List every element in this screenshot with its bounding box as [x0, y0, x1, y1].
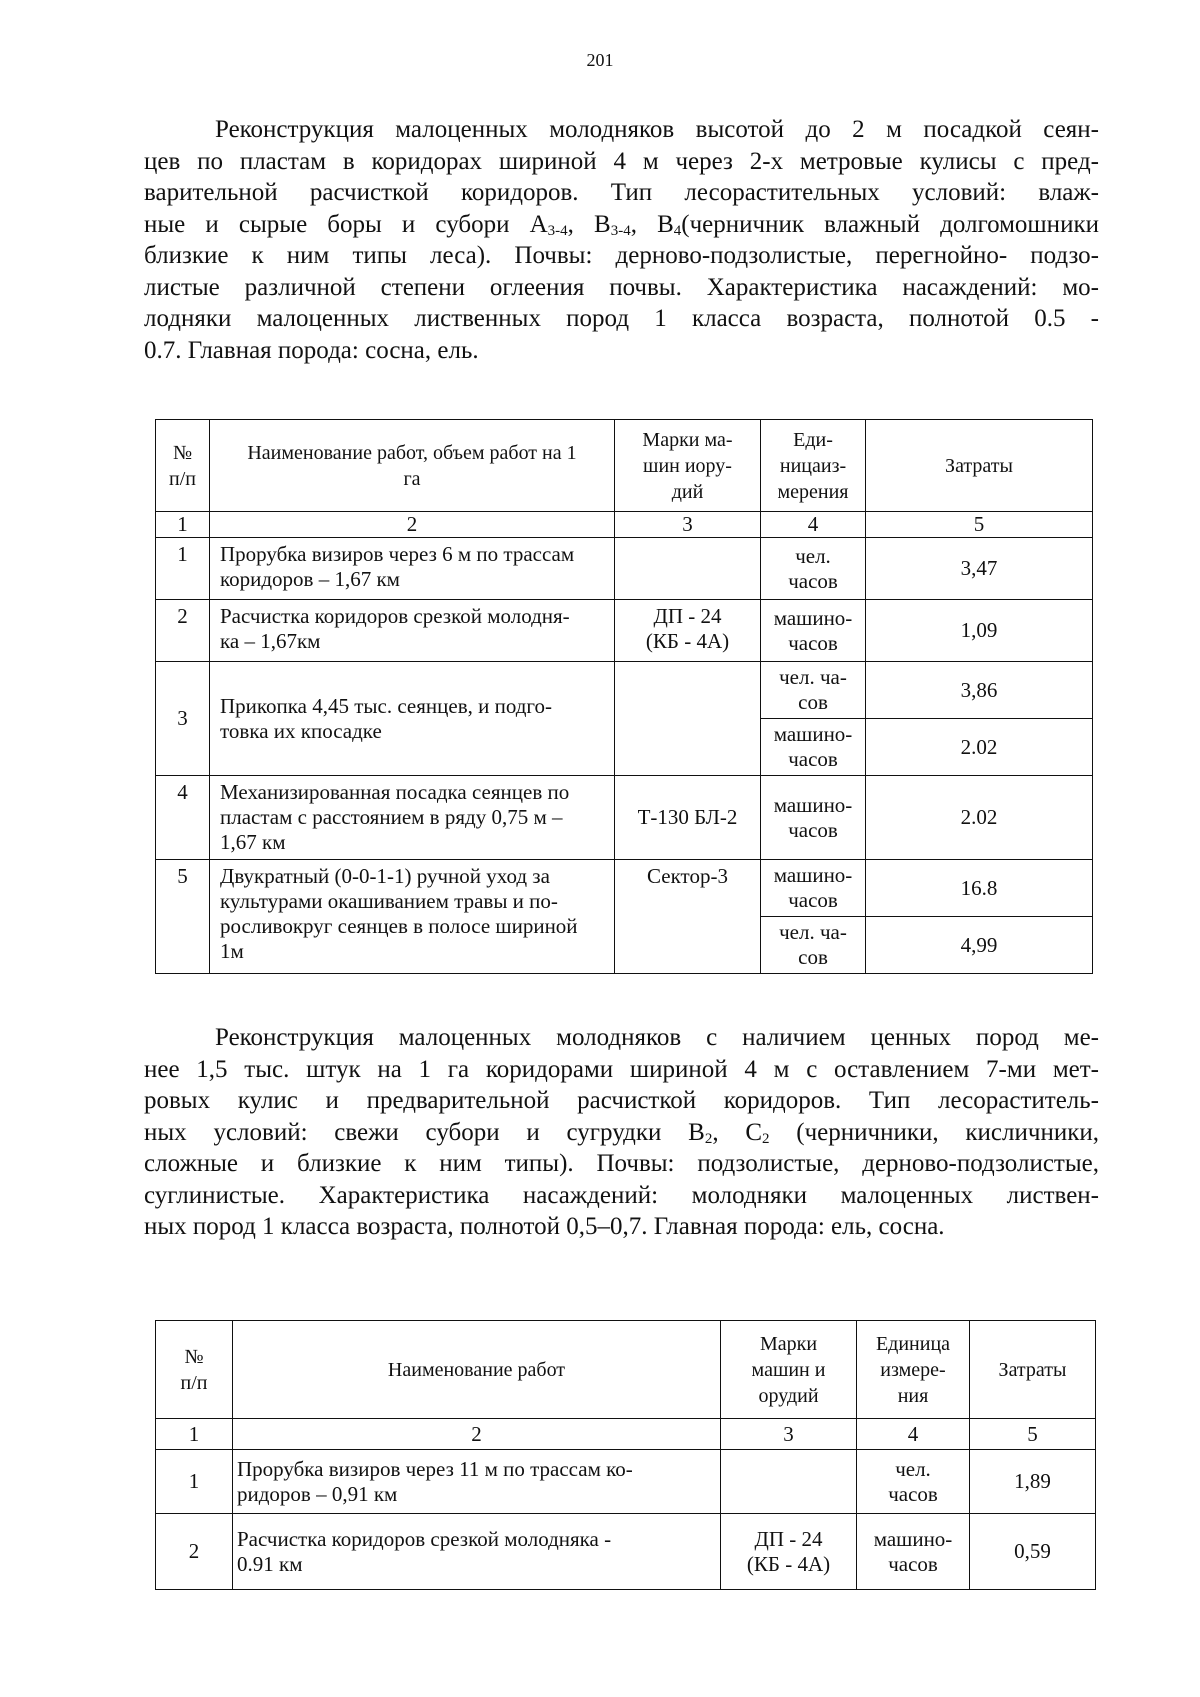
row-machine	[615, 538, 761, 600]
row-num: 2	[156, 600, 210, 662]
header-unit: Единица измере- ния	[857, 1321, 970, 1419]
row-machine: Т-130 БЛ-2	[615, 776, 761, 860]
column-number-row	[156, 1419, 1096, 1450]
paragraph-reconstruction-1	[144, 114, 1099, 366]
col-number: 3	[615, 512, 761, 538]
row-cost: 0,59	[970, 1514, 1096, 1590]
row-unit: чел. часов	[857, 1450, 970, 1514]
row-cost: 4,99	[866, 917, 1093, 974]
row-unit: машино- часов	[761, 860, 866, 917]
col-number: 1	[156, 1419, 233, 1450]
row-cost: 1,89	[970, 1450, 1096, 1514]
table-header-row	[156, 1321, 1096, 1419]
text-line: цев по пластам в коридорах шириной 4 м через 2-х метровые кулисы с пред-	[144, 147, 1099, 175]
text-line: Реконструкция малоценных молодняков высотой до 2 м посадкой сеян-	[215, 116, 1099, 143]
row-machine	[721, 1450, 857, 1514]
row-name: Механизированная посадка сеянцев по пластам с расстоянием в ряду 0,75 м – 1,67 км	[210, 776, 615, 860]
col-number: 3	[721, 1419, 857, 1450]
row-name: Расчистка коридоров срезкой молодня- ка – 1,67км	[210, 600, 615, 662]
row-name: Расчистка коридоров срезкой молодняка - 0.91 км	[233, 1514, 721, 1590]
col-number: 5	[970, 1419, 1096, 1450]
row-cost: 2.02	[866, 719, 1093, 776]
text-line: сложные и близкие к ним типы). Почвы: подзолистые, дерново-подзолистые,	[144, 1150, 1099, 1177]
row-machine	[615, 662, 761, 776]
row-num: 2	[156, 1514, 233, 1590]
header-name: Наименование работ, объем работ на 1 га	[210, 420, 615, 512]
header-num: № п/п	[156, 420, 210, 512]
header-name: Наименование работ	[233, 1321, 721, 1419]
header-cost: Затраты	[866, 420, 1093, 512]
row-name: Двукратный (0-0-1-1) ручной уход за культурами окашиванием травы и по- росливокруг сеянцев в полосе шириной 1м	[210, 860, 615, 974]
row-cost: 3,86	[866, 662, 1093, 719]
row-name: Прорубка визиров через 6 м по трассам коридоров – 1,67 км	[210, 538, 615, 600]
row-name: Прикопка 4,45 тыс. сеянцев, и подго- товка их кпосадке	[210, 662, 615, 776]
table-row	[156, 538, 1093, 600]
table-row	[156, 860, 1093, 917]
row-unit: машино- часов	[761, 776, 866, 860]
text-line: лодняки малоценных лиственных пород 1 класса возраста, полнотой 0.5 -	[144, 305, 1099, 332]
row-num: 5	[156, 860, 210, 974]
text-line: суглинистые. Характеристика насаждений: молодняки малоценных листвен-	[144, 1181, 1099, 1209]
table-header-row	[156, 420, 1093, 512]
page-number: 201	[586, 50, 614, 70]
header-cost: Затраты	[970, 1321, 1096, 1419]
text-line: варительной расчисткой коридоров. Тип лесорастительных условий: влаж-	[144, 179, 1099, 206]
text-line: ровых кулис и предварительной расчисткой коридоров. Тип лесораститель-	[144, 1087, 1099, 1114]
works-cost-table-1	[155, 419, 1093, 974]
row-unit: чел. ча- сов	[761, 917, 866, 974]
row-num: 1	[156, 1450, 233, 1514]
col-number: 2	[210, 512, 615, 538]
header-unit: Еди- ницаиз- мерения	[761, 420, 866, 512]
text-line: ных пород 1 класса возраста, полнотой 0,5–0,7. Главная порода: ель, сосна.	[144, 1213, 945, 1240]
row-machine: Сектор-3	[615, 860, 761, 974]
row-unit: машино- часов	[761, 600, 866, 662]
row-machine: ДП - 24 (КБ - 4А)	[615, 600, 761, 662]
row-machine: ДП - 24 (КБ - 4А)	[721, 1514, 857, 1590]
row-num: 1	[156, 538, 210, 600]
col-number: 2	[233, 1419, 721, 1450]
header-num: № п/п	[156, 1321, 233, 1419]
row-name: Прорубка визиров через 11 м по трассам ко- ридоров – 0,91 км	[233, 1450, 721, 1514]
row-unit: машино- часов	[761, 719, 866, 776]
col-number: 4	[761, 512, 866, 538]
paragraph-reconstruction-2	[144, 1022, 1099, 1243]
works-cost-table-2	[155, 1320, 1096, 1590]
table-row	[156, 1450, 1096, 1514]
col-number: 5	[866, 512, 1093, 538]
text-line: нее 1,5 тыс. штук на 1 га коридорами шириной 4 м с оставлением 7-ми мет-	[144, 1055, 1099, 1083]
row-unit: чел. часов	[761, 538, 866, 600]
row-unit: машино- часов	[857, 1514, 970, 1590]
row-num: 3	[156, 662, 210, 776]
text-line: Реконструкция малоценных молодняков с наличием ценных пород ме-	[215, 1024, 1099, 1051]
row-num: 4	[156, 776, 210, 860]
header-machines: Марки ма- шин иору- дий	[615, 420, 761, 512]
table-row	[156, 776, 1093, 860]
text-line: близкие к ним типы леса). Почвы: дерново-подзолистые, перегнойно- подзо-	[144, 242, 1099, 269]
text-line: 0.7. Главная порода: сосна, ель.	[144, 336, 479, 364]
row-cost: 1,09	[866, 600, 1093, 662]
table-row	[156, 1514, 1096, 1590]
row-cost: 3,47	[866, 538, 1093, 600]
col-number: 4	[857, 1419, 970, 1450]
text-line: листые различной степени оглеения почвы. Характеристика насаждений: мо-	[144, 273, 1099, 301]
col-number: 1	[156, 512, 210, 538]
row-cost: 16.8	[866, 860, 1093, 917]
column-number-row	[156, 512, 1093, 538]
header-machines: Марки машин и орудий	[721, 1321, 857, 1419]
row-unit: чел. ча- сов	[761, 662, 866, 719]
table-row	[156, 600, 1093, 662]
text-line-with-subscripts: ных условий: свежи субори и сугрудки $В_2$, $С_2$ (черничники, кисличники,	[144, 1118, 1099, 1147]
text-line-with-subscripts: ные и сырые боры и субори $А_{3-4}$, $В_{3-4}$, $В_4(черничник$ влажный долгомошники	[144, 210, 1099, 239]
row-cost: 2.02	[866, 776, 1093, 860]
table-row	[156, 662, 1093, 719]
